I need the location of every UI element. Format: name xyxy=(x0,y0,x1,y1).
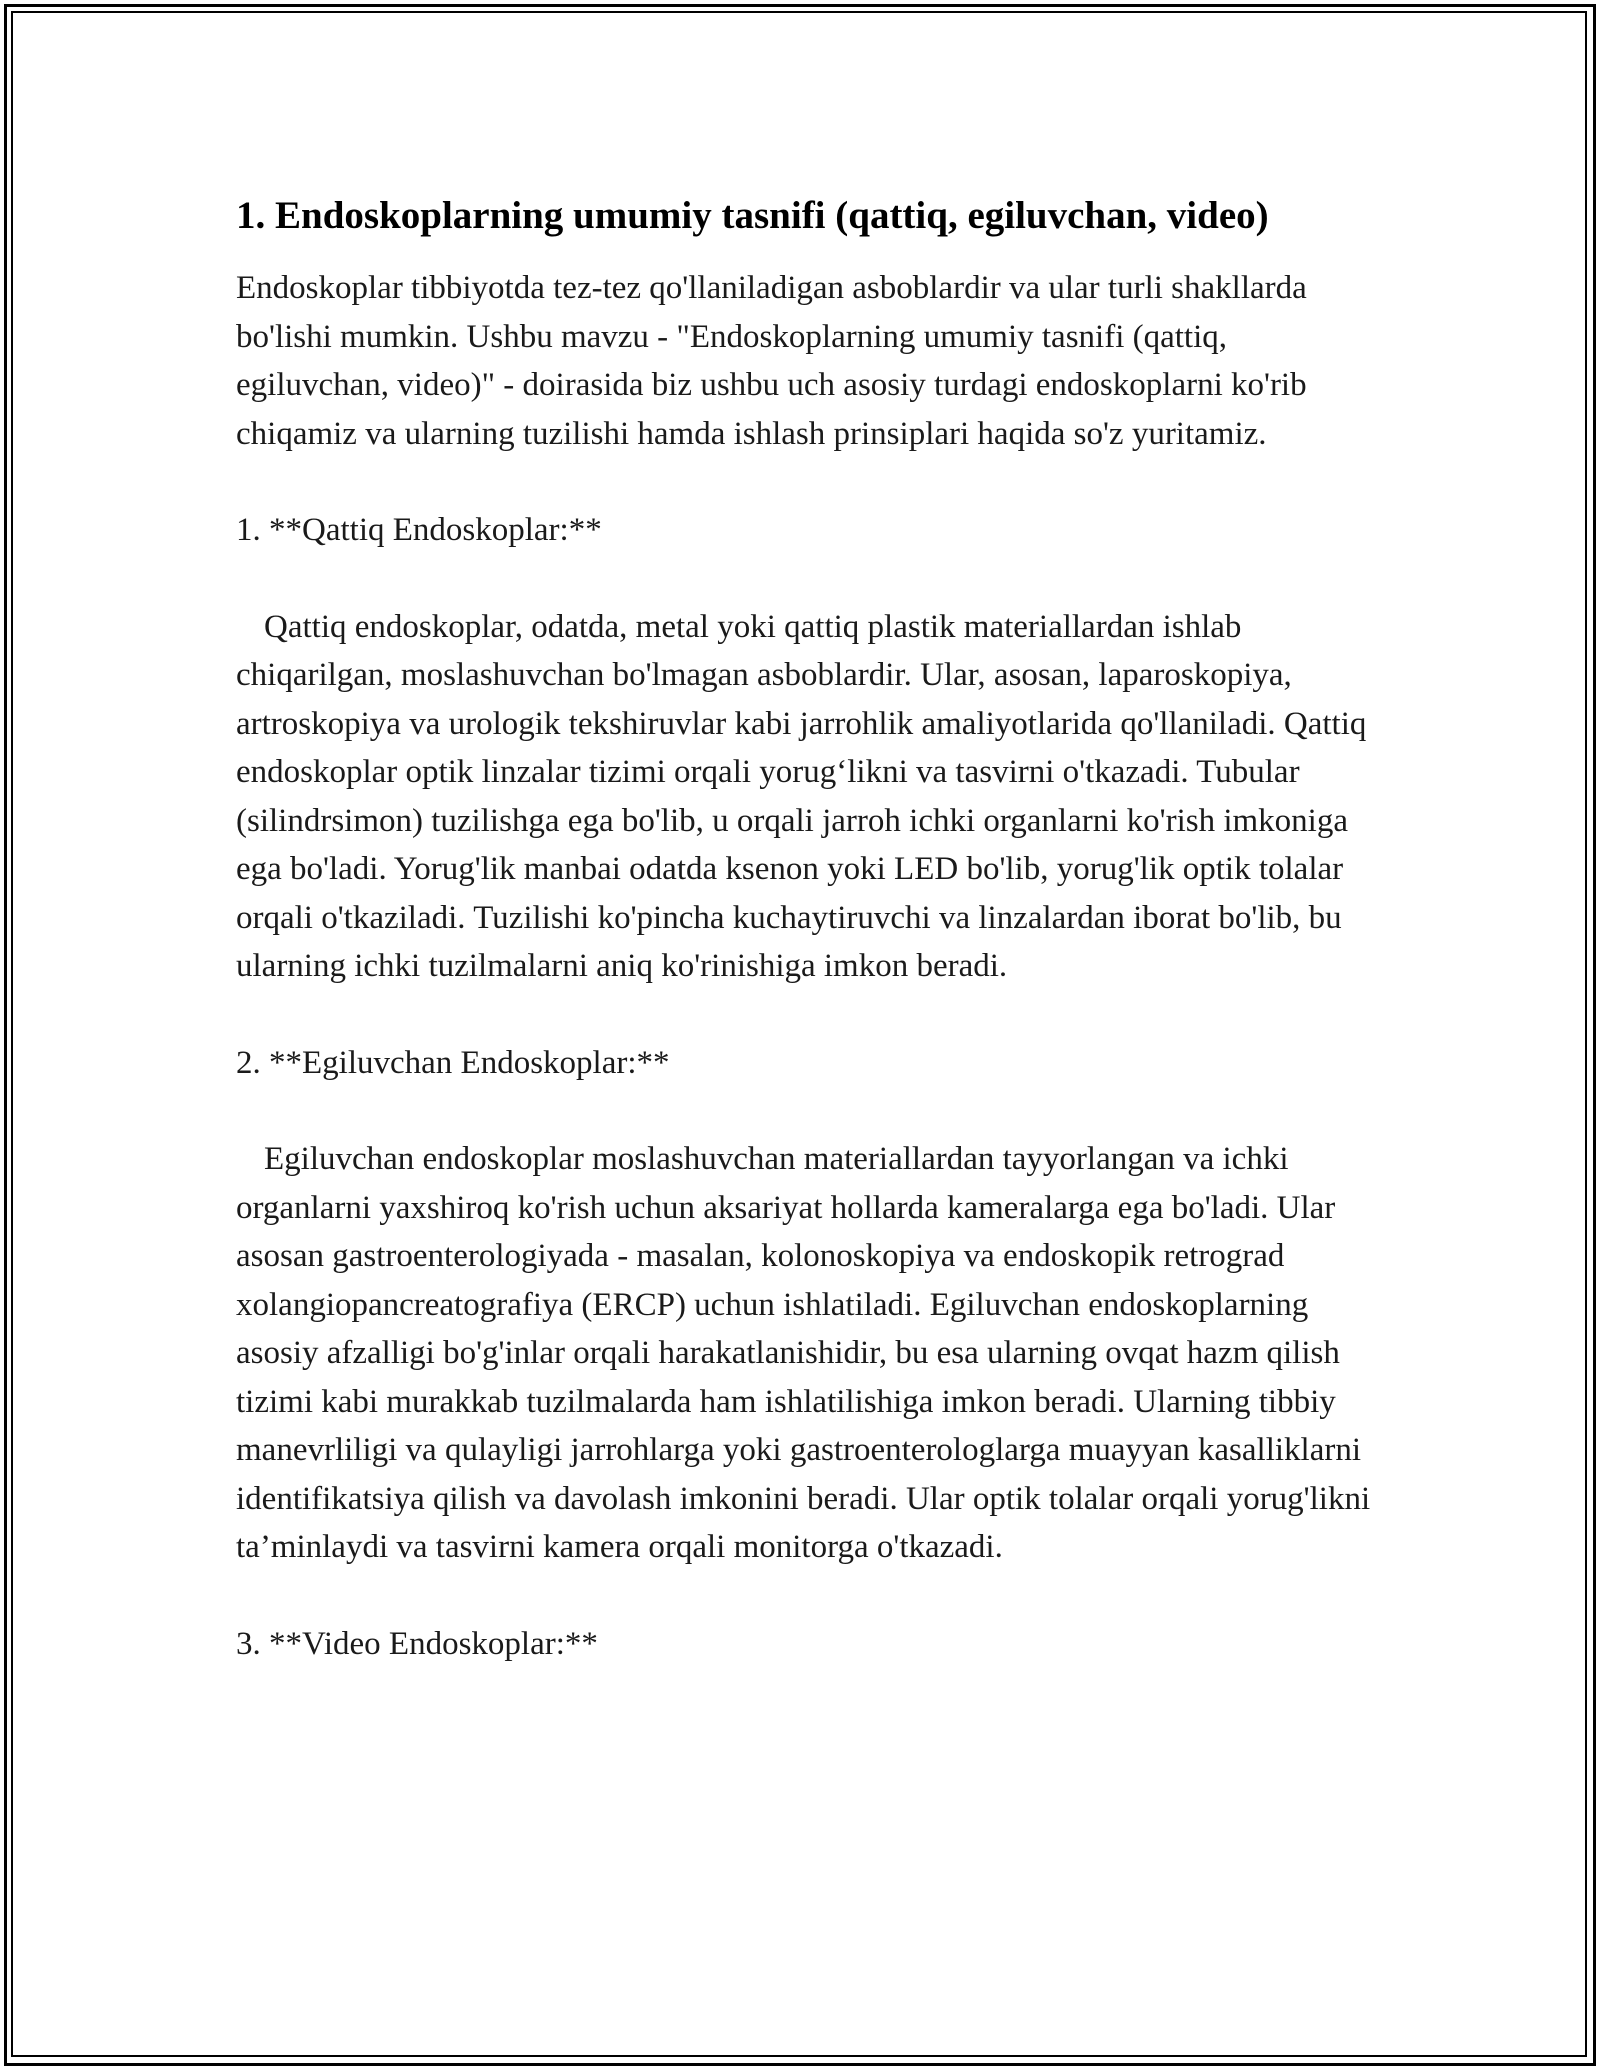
section-heading-rigid: 1. **Qattiq Endoskoplar:** xyxy=(236,512,602,548)
section-heading-flexible: 2. **Egiluvchan Endoskoplar:** xyxy=(236,1044,670,1081)
intro-paragraph: Endoskoplar tibbiyotda tez-tez qo'llaniladigan asboblardir va ular turli shakllarda bo'lishi mumkin. Ushbu mavzu - "Endoskoplarning umumiy tasnifi (qattiq, egiluvchan, video)" - doirasida biz ushbu uch asosiy turdagi endoskoplarni ko'rib chiqamiz va ularning tuzilishi hamda ishlash prinsiplari haqida so'z yuritamiz. xyxy=(236,270,1307,452)
section-body-rigid: Qattiq endoskoplar, odatda, metal yoki qattiq plastik materiallardan ishlab chiqarilgan, moslashuvchan bo'lmagan asboblardir. Ular, asosan, laparoskopiya, artroskopiya va urologik tekshiruvlar kabi jarrohlik amaliyotlarida qo'llaniladi. Qattiq endoskoplar optik linzalar tizimi orqali yorug‘likni va tasvirni o'tkazadi. Tubular (silindrsimon) tuzilishga ega bo'lib, u orqali jarroh ichki organlarni ko'rish imkoniga ega bo'ladi. Yorug'lik manbai odatda ksenon yoki LED bo'lib, yorug'lik optik tolalar orqali o'tkaziladi. Tuzilishi ko'pincha kuchaytiruvchi va linzalardan iborat bo'lib, bu ularning ichki tuzilmalarni aniq ko'rinishiga imkon beradi. xyxy=(236,608,1367,984)
document-body xyxy=(236,190,1386,1716)
document-title: 1. Endoskoplarning umumiy tasnifi (qattiq, egiluvchan, video) xyxy=(236,194,1269,237)
section-heading-video: 3. **Video Endoskoplar:** xyxy=(236,1625,598,1662)
section-body-flexible: Egiluvchan endoskoplar moslashuvchan materiallardan tayyorlangan va ichki organlarni yaxshiroq ko'rish uchun aksariyat hollarda kameralarga ega bo'ladi. Ular asosan gastroenterologiyada - masalan, kolonoskopiya va endoskopik retrograd xolangiopancreatografiya (ERCP) uchun ishlatiladi. Egiluvchan endoskoplarning asosiy afzalligi bo'g'inlar orqali harakatlanishidir, bu esa ularning ovqat hazm qilish tizimi kabi murakkab tuzilmalarda ham ishlatilishiga imkon beradi. Ularning tibbiy manevrliligi va qulayligi jarrohlarga yoki gastroenterologlarga muayyan kasalliklarni identifikatsiya qilish va davolash imkonini beradi. Ular optik tolalar orqali yorug'likni ta’minlaydi va tasvirni kamera orqali monitorga o'tkazadi. xyxy=(236,1141,1371,1565)
